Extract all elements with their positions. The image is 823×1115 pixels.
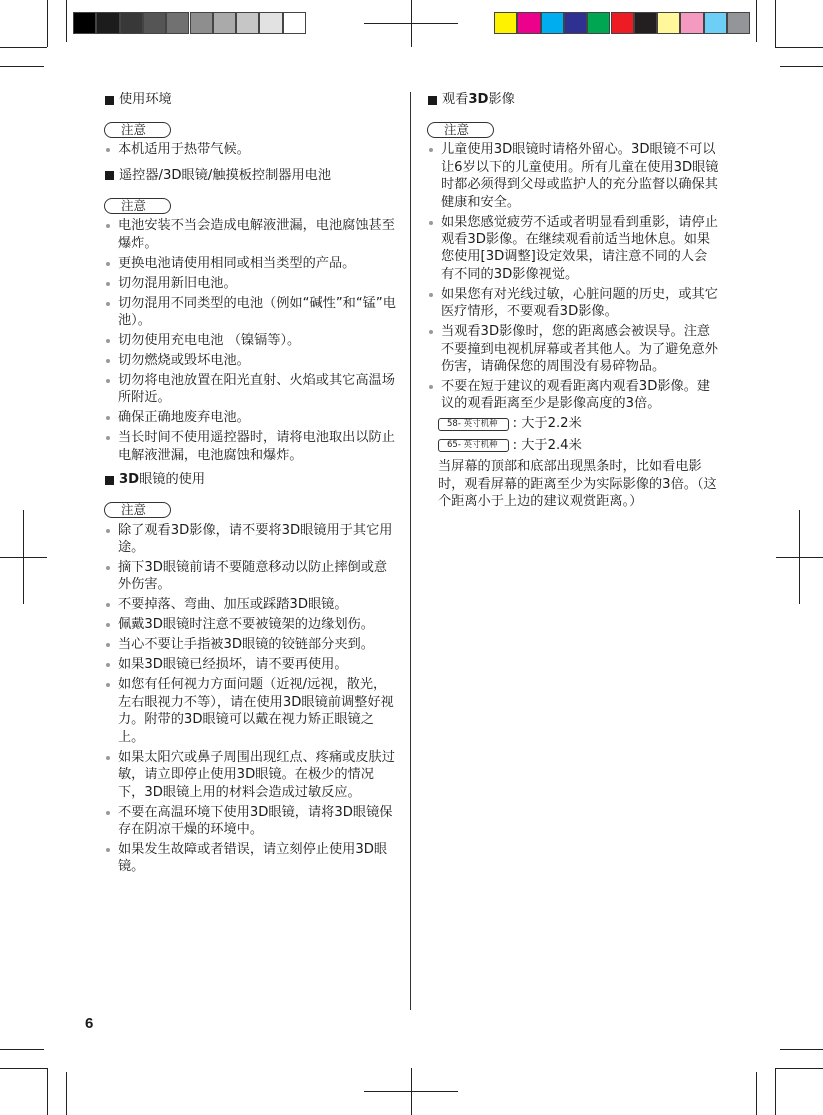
section-heading bbox=[104, 470, 396, 490]
registration-mark bbox=[411, 0, 412, 47]
list-item: 除了观看3D影像，请不要将3D眼镜用于其它用途。 bbox=[104, 522, 396, 557]
gray-swatch bbox=[166, 12, 189, 34]
list-item: 如果您有对光线过敏，心脏问题的历史，或其它医疗情形，不要观看3D影像。 bbox=[427, 286, 719, 321]
color-swatch bbox=[494, 12, 517, 34]
gray-swatch bbox=[236, 12, 259, 34]
caution-label: 注意 bbox=[104, 122, 171, 138]
list-item: 当观看3D影像时，您的距离感会被误导。注意不要撞到电视机屏幕或者其他人。为了避免意外伤害，请确保您的周围没有易碎物品。 bbox=[427, 323, 719, 375]
left-column bbox=[104, 90, 396, 878]
list-item: 当长时间不使用遥控器时，请将电池取出以防止电解液泄漏，电池腐蚀和爆炸。 bbox=[104, 429, 396, 464]
section-batteries bbox=[104, 166, 396, 464]
list-item: 摘下3D眼镜前请不要随意移动以防止摔倒或意外伤害。 bbox=[104, 559, 396, 594]
list-item: 不要在高温环境下使用3D眼镜，请将3D眼镜保存在阴凉干燥的环境中。 bbox=[104, 804, 396, 839]
heading-text: 影像 bbox=[488, 92, 515, 107]
color-swatch bbox=[587, 12, 610, 34]
gray-swatch bbox=[143, 12, 166, 34]
color-swatch bbox=[727, 12, 750, 34]
caution-list bbox=[104, 141, 396, 158]
color-swatch bbox=[704, 12, 727, 34]
list-item: 不要掉落、弯曲、加压或踩踏3D眼镜。 bbox=[104, 596, 396, 613]
color-swatch bbox=[657, 12, 680, 34]
heading-text: 遥控器/3D眼镜/触摸板控制器用电池 bbox=[119, 167, 332, 183]
crop-mark bbox=[775, 1068, 776, 1115]
list-item: 如果太阳穴或鼻子周围出现红点、疼痛或皮肤过敏，请立即停止使用3D眼镜。在极少的情况下，3D眼镜上用的材料会造成过敏反应。 bbox=[104, 749, 396, 801]
crop-mark bbox=[756, 0, 757, 42]
square-bullet-icon bbox=[105, 476, 114, 485]
list-item: 切勿将电池放置在阳光直射、火焰或其它高温场所附近。 bbox=[104, 372, 396, 407]
registration-mark bbox=[411, 1068, 412, 1115]
heading-text: 眼镜的使用 bbox=[139, 472, 206, 488]
list-item: 如您有任何视力方面问题（近视/远视，散光，左右眼视力不等），请在使用3D眼镜前调整好视力。附带的3D眼镜可以戴在视力矫正眼镜之上。 bbox=[104, 676, 396, 746]
caution-list bbox=[427, 141, 719, 412]
crop-mark bbox=[47, 1068, 48, 1115]
list-item: 本机适用于热带气候。 bbox=[104, 141, 396, 158]
list-item: 当心不要让手指被3D眼镜的铰链部分夹到。 bbox=[104, 636, 396, 653]
crop-mark bbox=[0, 1068, 47, 1069]
model-label-65: 65- 英寸机种 bbox=[438, 439, 509, 452]
gray-swatch bbox=[73, 12, 96, 34]
crop-mark bbox=[780, 66, 823, 67]
right-column bbox=[427, 90, 719, 511]
distance-row-58 bbox=[438, 415, 719, 432]
color-swatch bbox=[541, 12, 564, 34]
section-3d-glasses-use bbox=[104, 470, 396, 875]
color-swatch bbox=[564, 12, 587, 34]
caution-label: 注意 bbox=[104, 198, 171, 214]
section-viewing-3d bbox=[427, 90, 719, 511]
gray-swatch bbox=[213, 12, 236, 34]
caution-label: 注意 bbox=[104, 502, 171, 518]
list-item: 如果3D眼镜已经损坏，请不要再使用。 bbox=[104, 656, 396, 673]
crop-mark bbox=[775, 1068, 823, 1069]
gray-swatch bbox=[190, 12, 213, 34]
color-swatch bbox=[611, 12, 634, 34]
square-bullet-icon bbox=[105, 171, 114, 180]
list-item: 不要在短于建议的观看距离内观看3D影像。建议的观看距离至少是影像高度的3倍。 bbox=[427, 378, 719, 413]
caution-list bbox=[104, 217, 396, 464]
distance-value-58: : 大于2.2米 bbox=[512, 416, 582, 432]
crop-mark bbox=[66, 1072, 67, 1115]
column-divider bbox=[410, 92, 411, 1010]
crop-mark bbox=[775, 0, 776, 47]
heading-bold-text: 3D bbox=[468, 92, 489, 107]
list-item: 佩戴3D眼镜时注意不要被镜架的边缘划伤。 bbox=[104, 616, 396, 633]
crop-mark bbox=[47, 0, 48, 47]
viewing-distance-note: 当屏幕的顶部和底部出现黑条时，比如看电影时，观看屏幕的距离至少为实际影像的3倍。（这个距离小于上边的建议观赏距离。） bbox=[438, 459, 717, 510]
crop-mark bbox=[780, 1049, 823, 1050]
list-item: 更换电池请使用相同或相当类型的产品。 bbox=[104, 255, 396, 272]
list-item: 如果发生故障或者错误，请立刻停止使用3D眼镜。 bbox=[104, 841, 396, 876]
section-heading bbox=[427, 90, 719, 110]
heading-bold-text: 3D bbox=[119, 472, 140, 488]
heading-text: 使用环境 bbox=[119, 92, 172, 107]
crop-mark bbox=[0, 47, 47, 48]
gray-swatch bbox=[96, 12, 119, 34]
color-swatch bbox=[517, 12, 540, 34]
list-item: 切勿混用新旧电池。 bbox=[104, 275, 396, 292]
model-label-58: 58- 英寸机种 bbox=[438, 418, 509, 431]
crop-mark bbox=[0, 1049, 44, 1050]
gray-swatch bbox=[259, 12, 282, 34]
list-item: 电池安装不当会造成电解液泄漏，电池腐蚀甚至爆炸。 bbox=[104, 217, 396, 252]
crop-mark bbox=[0, 66, 44, 67]
crop-mark bbox=[756, 1072, 757, 1115]
square-bullet-icon bbox=[428, 96, 437, 105]
distance-value-65: : 大于2.4米 bbox=[512, 437, 582, 453]
distance-row-65 bbox=[438, 437, 719, 454]
gray-swatch bbox=[283, 12, 306, 34]
color-swatch bbox=[680, 12, 703, 34]
list-item: 确保正确地废弃电池。 bbox=[104, 409, 396, 426]
section-usage-environment bbox=[104, 90, 396, 159]
list-item: 切勿使用充电电池 （镍镉等）。 bbox=[104, 332, 396, 349]
crop-mark bbox=[66, 0, 67, 42]
list-item: 如果您感觉疲劳不适或者明显看到重影，请停止观看3D影像。在继续观看前适当地休息。如果您使用[3D调整]设定效果，请注意不同的人会有不同的3D影像视觉。 bbox=[427, 214, 719, 284]
caution-list bbox=[104, 522, 396, 876]
list-item: 切勿混用不同类型的电池（例如“碱性”和“锰”电池）。 bbox=[104, 295, 396, 330]
registration-mark bbox=[776, 557, 823, 558]
section-heading bbox=[104, 90, 396, 110]
list-item: 切勿燃烧或毁坏电池。 bbox=[104, 352, 396, 369]
list-item: 儿童使用3D眼镜时请格外留心。3D眼镜不可以让6岁以下的儿童使用。所有儿童在使用3D眼镜时都必须得到父母或监护人的充分监督以确保其健康和安全。 bbox=[427, 141, 719, 211]
page-number: 6 bbox=[85, 1015, 94, 1032]
section-heading bbox=[104, 166, 396, 186]
color-swatch bbox=[634, 12, 657, 34]
heading-text: 观看 bbox=[442, 92, 469, 107]
gray-swatch bbox=[120, 12, 143, 34]
square-bullet-icon bbox=[105, 96, 114, 105]
registration-mark bbox=[0, 557, 47, 558]
crop-mark bbox=[775, 47, 823, 48]
caution-label: 注意 bbox=[427, 122, 494, 138]
